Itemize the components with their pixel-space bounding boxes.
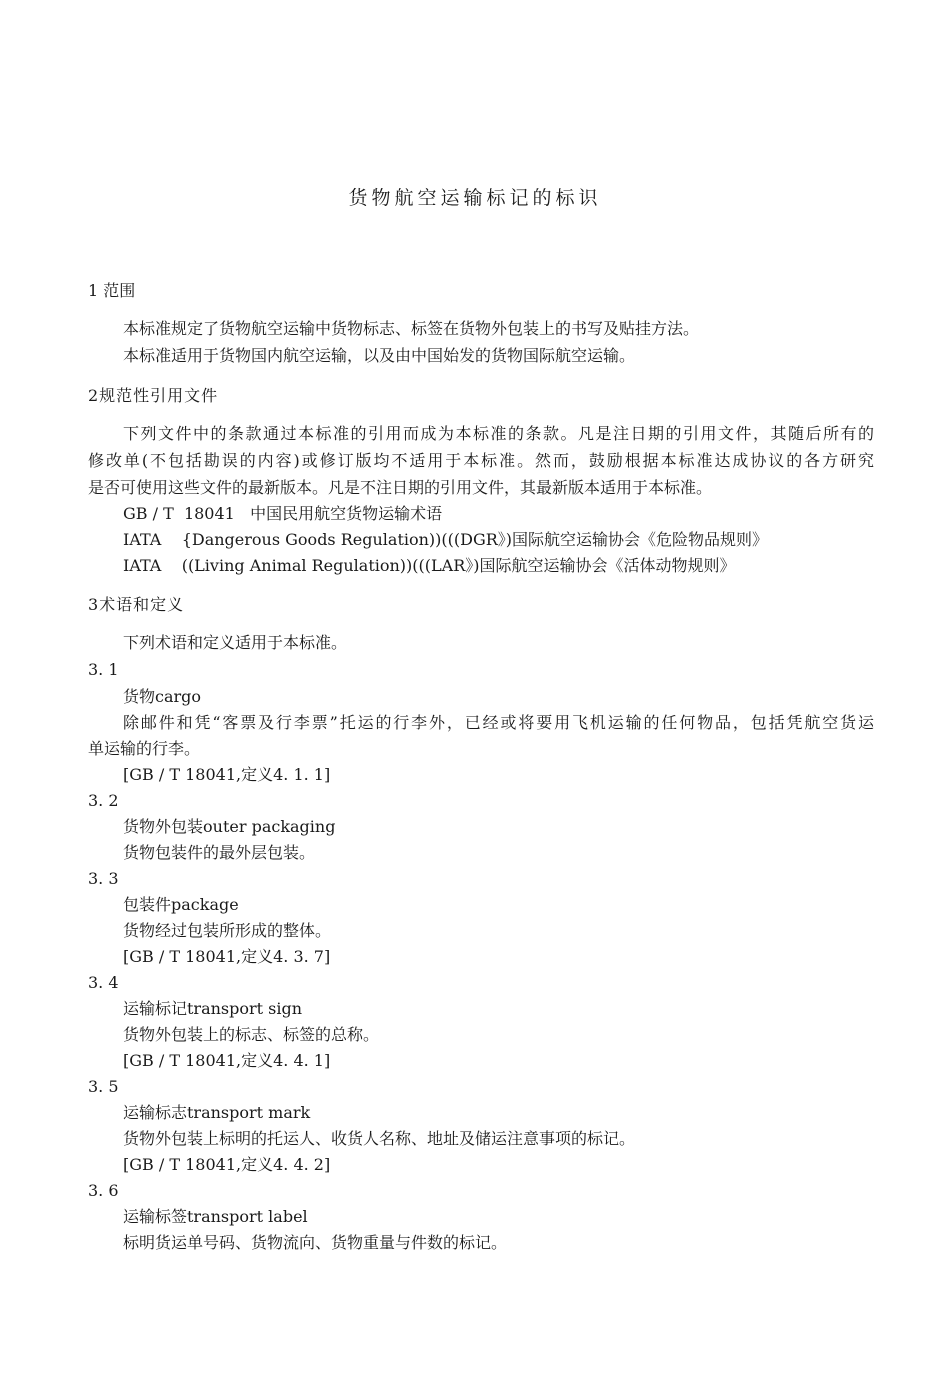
term-number: 3. 3 <box>88 869 119 888</box>
term-name: 包装件package <box>123 895 239 914</box>
term-definition-line-2: 单运输的行李。 <box>88 739 201 758</box>
term-definition: 货物经过包装所形成的整体。 <box>123 921 332 940</box>
term-definition: 标明货运单号码、货物流向、货物重量与件数的标记。 <box>123 1233 508 1252</box>
section-heading-references: 2规范性引用文件 <box>88 386 219 405</box>
document-title: 货物航空运输标记的标识 <box>348 187 602 209</box>
term-definition: 货物外包装上标明的托运人、收货人名称、地址及储运注意事项的标记。 <box>123 1129 636 1148</box>
term-definition: 货物包装件的最外层包装。 <box>123 843 316 862</box>
reference-item: IATA {Dangerous Goods Regulation))(((DGR》)国际航空运输协会《危险物品规则》 <box>123 530 769 549</box>
term-number: 3. 6 <box>88 1181 119 1200</box>
references-paragraph-line-1: 下列文件中的条款通过本标准的引用而成为本标准的条款。凡是注日期的引用文件，其随后所有的 <box>123 424 874 443</box>
terms-intro: 下列术语和定义适用于本标准。 <box>123 633 348 652</box>
term-definition: 货物外包装上的标志、标签的总称。 <box>123 1025 380 1044</box>
term-name: 运输标签transport label <box>123 1207 308 1226</box>
term-source-reference: [GB / T 18041,定义4. 4. 1] <box>123 1051 331 1070</box>
term-definition-line-1: 除邮件和凭“客票及行李票”托运的行李外，已经或将要用飞机运输的任何物品，包括凭航空货运 <box>123 713 874 732</box>
term-number: 3. 4 <box>88 973 119 992</box>
section-heading-terms: 3术语和定义 <box>88 595 185 614</box>
term-source-reference: [GB / T 18041,定义4. 1. 1] <box>123 765 331 784</box>
term-number: 3. 2 <box>88 791 119 810</box>
reference-item: IATA ((Living Animal Regulation))(((LAR》)国际航空运输协会《活体动物规则》 <box>123 556 736 575</box>
term-source-reference: [GB / T 18041,定义4. 3. 7] <box>123 947 331 966</box>
term-number: 3. 5 <box>88 1077 119 1096</box>
term-number: 3. 1 <box>88 660 119 679</box>
term-name: 运输标志transport mark <box>123 1103 311 1122</box>
term-name: 货物外包装outer packaging <box>123 817 336 836</box>
scope-paragraph-1: 本标准规定了货物航空运输中货物标志、标签在货物外包装上的书写及贴挂方法。 <box>123 319 700 338</box>
reference-item: GB / T 18041 中国民用航空货物运输术语 <box>123 504 443 523</box>
term-name: 货物cargo <box>123 687 202 706</box>
references-paragraph-line-2: 修改单(不包括勘误的内容)或修订版均不适用于本标准。然而，鼓励根据本标准达成协议的各方研究 <box>88 451 874 470</box>
term-source-reference: [GB / T 18041,定义4. 4. 2] <box>123 1155 331 1174</box>
references-paragraph-line-3: 是否可使用这些文件的最新版本。凡是不注日期的引用文件，其最新版本适用于本标准。 <box>88 478 713 497</box>
section-heading-scope: 1 范围 <box>88 281 136 300</box>
term-name: 运输标记transport sign <box>123 999 303 1018</box>
scope-paragraph-2: 本标准适用于货物国内航空运输，以及由中国始发的货物国际航空运输。 <box>123 346 636 365</box>
